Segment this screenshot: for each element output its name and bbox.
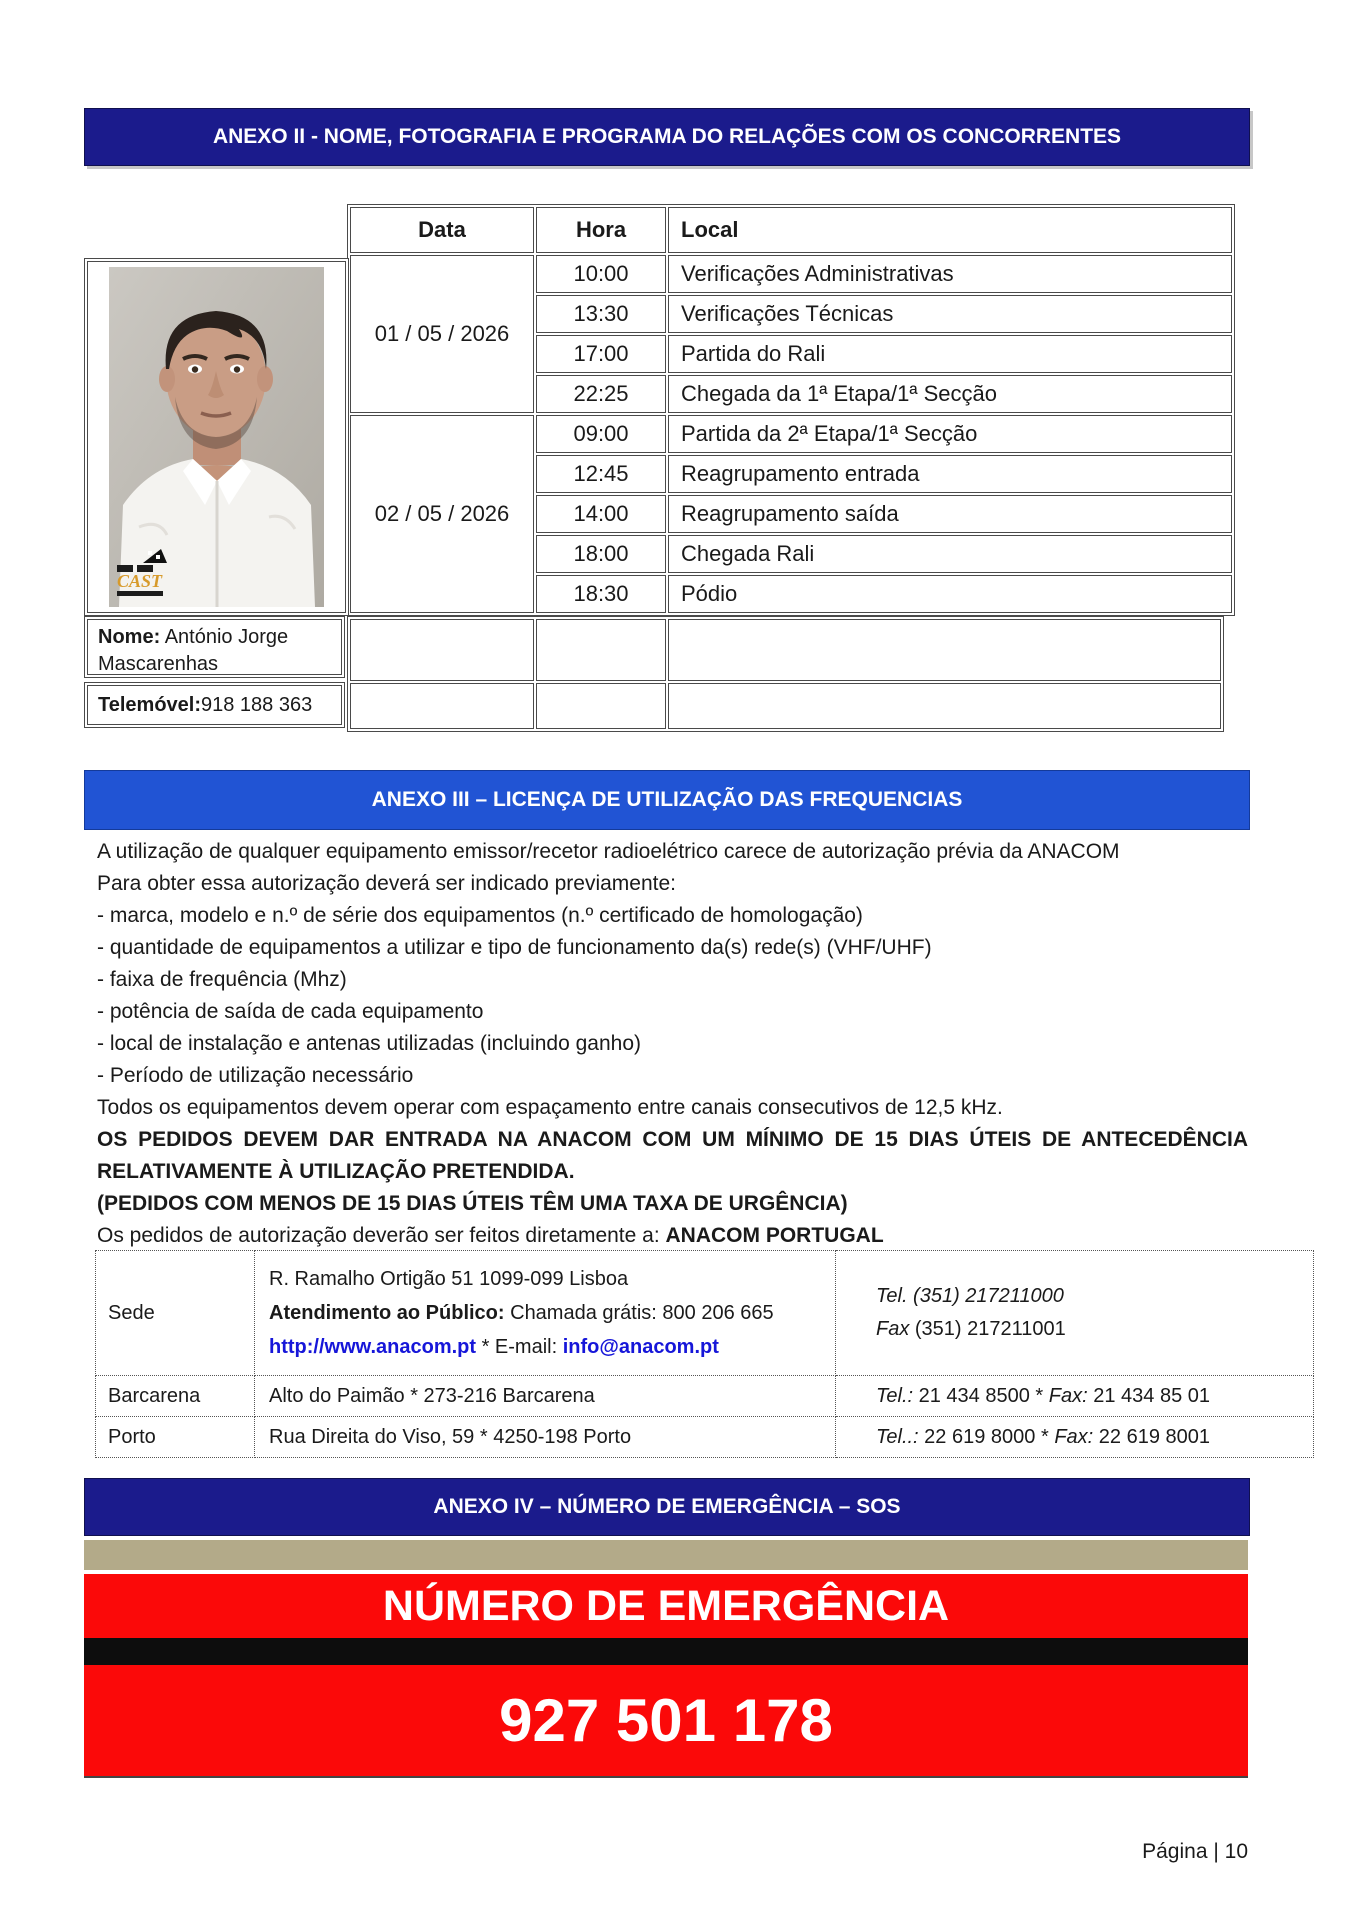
name-label: Nome: xyxy=(98,626,161,648)
header-hora: Hora xyxy=(536,207,666,253)
text-line: RELATIVAMENTE À UTILIZAÇÃO PRETENDIDA. xyxy=(97,1160,575,1183)
anexo2-banner-title: ANEXO II - NOME, FOTOGRAFIA E PROGRAMA DO RELAÇÕES COM OS CONCORRENTES xyxy=(84,108,1250,166)
local-cell: Chegada da 1ª Etapa/1ª Secção xyxy=(668,375,1232,413)
text-line: - quantidade de equipamentos a utilizar e tipo de funcionamento da(s) rede(s) (VHF/UHF) xyxy=(97,936,932,959)
phone-cell xyxy=(84,682,345,728)
hora-cell: 22:25 xyxy=(536,375,666,413)
contact-row xyxy=(96,1376,1314,1417)
local-cell: Partida da 2ª Etapa/1ª Secção xyxy=(668,415,1232,453)
competitor-table-block xyxy=(84,204,1250,732)
schedule-table xyxy=(347,204,1235,616)
contact-address: Alto do Paimão * 273-216 Barcarena xyxy=(255,1376,836,1417)
phone-value: 918 188 363 xyxy=(201,693,313,716)
name-value: António Jorge Mascarenhas xyxy=(98,626,289,675)
hora-cell: 18:00 xyxy=(536,535,666,573)
hora-cell: 12:45 xyxy=(536,455,666,493)
local-cell: Verificações Técnicas xyxy=(668,295,1232,333)
text-line: - potência de saída de cada equipamento xyxy=(97,1000,484,1023)
text-line: Para obter essa autorização deverá ser indicado previamente: xyxy=(97,872,676,895)
text-line: (PEDIDOS COM MENOS DE 15 DIAS ÚTEIS TÊM UMA TAXA DE URGÊNCIA) xyxy=(97,1192,848,1215)
text-line: OS PEDIDOS DEVEM DAR ENTRADA NA ANACOM COM UM MÍNIMO DE 15 DIAS ÚTEIS DE ANTECEDÊNCIA xyxy=(97,1128,1248,1151)
contact-phone: Tel..: 22 619 8000 * Fax: 22 619 8001 xyxy=(836,1417,1314,1458)
hora-cell: 09:00 xyxy=(536,415,666,453)
tan-separator-band xyxy=(84,1540,1248,1570)
empty-cells-table xyxy=(347,616,1224,732)
contact-location: Porto xyxy=(96,1417,255,1458)
hora-cell: 13:30 xyxy=(536,295,666,333)
text-line: - Período de utilização necessário xyxy=(97,1064,414,1087)
hora-cell: 10:00 xyxy=(536,255,666,293)
text-line: A utilização de qualquer equipamento emissor/recetor radioelétrico carece de autorização prévia da ANACOM xyxy=(97,840,1120,863)
name-cell xyxy=(84,616,345,678)
emergency-number-band: 927 501 178 xyxy=(84,1665,1248,1778)
contact-address: Rua Direita do Viso, 59 * 4250-198 Porto xyxy=(255,1417,836,1458)
hora-cell: 18:30 xyxy=(536,575,666,613)
schedule-row xyxy=(350,415,1232,453)
svg-text:CAST: CAST xyxy=(117,571,163,591)
local-cell: Chegada Rali xyxy=(668,535,1232,573)
contact-address: R. Ramalho Ortigão 51 1099-099 Lisboa Atendimento ao Público: Chamada grátis: 800 206 665 http://www.anacom.pt * E-mail: info@anacom.pt xyxy=(255,1251,836,1376)
contact-location: Barcarena xyxy=(96,1376,255,1417)
portrait-photo xyxy=(87,261,346,613)
text-line: Todos os equipamentos devem operar com espaçamento entre canais consecutivos de 12,5 kHz. xyxy=(97,1096,1003,1119)
contact-phone: Tel.: 21 434 8500 * Fax: 21 434 85 01 xyxy=(836,1376,1314,1417)
hora-cell: 17:00 xyxy=(536,335,666,373)
local-cell: Verificações Administrativas xyxy=(668,255,1232,293)
anacom-link[interactable]: http://www.anacom.pt xyxy=(269,1336,477,1358)
portrait-photo-drawing xyxy=(109,267,324,607)
portrait-photo-frame xyxy=(84,258,349,616)
local-cell: Reagrupamento entrada xyxy=(668,455,1232,493)
anexo4-banner-title: ANEXO IV – NÚMERO DE EMERGÊNCIA – SOS xyxy=(84,1478,1250,1536)
local-cell: Pódio xyxy=(668,575,1232,613)
anacom-link[interactable]: info@anacom.pt xyxy=(562,1336,719,1358)
anexo3-body-text xyxy=(84,836,1256,1252)
date-cell: 02 / 05 / 2026 xyxy=(350,415,534,613)
local-cell: Reagrupamento saída xyxy=(668,495,1232,533)
text-line: Os pedidos de autorização deverão ser feitos diretamente a: ANACOM PORTUGAL xyxy=(97,1224,884,1247)
page-number: Página | 10 xyxy=(1142,1840,1248,1863)
schedule-header-row xyxy=(350,207,1232,253)
header-data: Data xyxy=(350,207,534,253)
contact-row xyxy=(96,1417,1314,1458)
text-line: - marca, modelo e n.º de série dos equipamentos (n.º certificado de homologação) xyxy=(97,904,863,927)
header-local: Local xyxy=(668,207,1232,253)
contact-row xyxy=(96,1251,1314,1376)
schedule-row xyxy=(350,255,1232,293)
emergency-title-band: NÚMERO DE EMERGÊNCIA xyxy=(84,1574,1248,1638)
black-separator-band xyxy=(84,1638,1248,1665)
text-line: - local de instalação e antenas utilizadas (incluindo ganho) xyxy=(97,1032,642,1055)
phone-label: Telemóvel: xyxy=(98,693,201,716)
anacom-contact-table xyxy=(95,1250,1314,1458)
anexo3-banner-title: ANEXO III – LICENÇA DE UTILIZAÇÃO DAS FREQUENCIAS xyxy=(84,770,1250,830)
contact-location: Sede xyxy=(96,1251,255,1376)
hora-cell: 14:00 xyxy=(536,495,666,533)
local-cell: Partida do Rali xyxy=(668,335,1232,373)
date-cell: 01 / 05 / 2026 xyxy=(350,255,534,413)
text-line: - faixa de frequência (Mhz) xyxy=(97,968,347,991)
contact-phone: Tel. (351) 217211000 Fax (351) 217211001 xyxy=(836,1251,1314,1376)
